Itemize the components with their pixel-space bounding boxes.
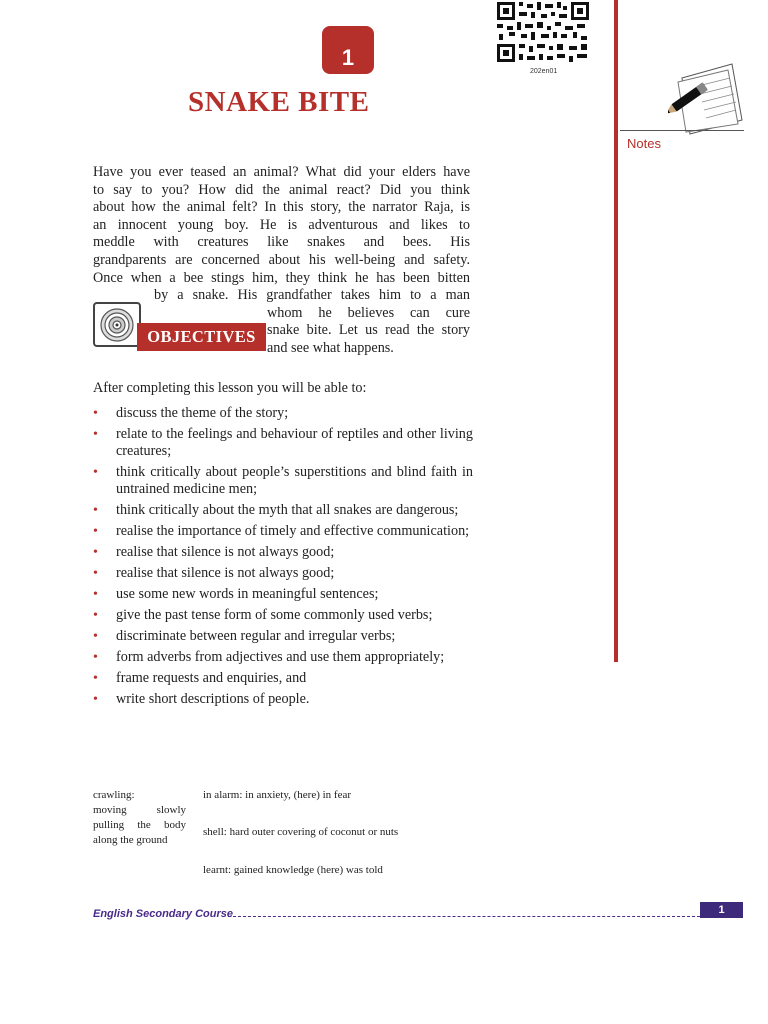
intro-line: grandparents are concerned about his well-being and safety.	[93, 251, 470, 268]
glossary-alarm: in alarm: in anxiety, (here) in fear	[203, 789, 352, 801]
page-number: 1	[700, 902, 743, 918]
list-item: • use some new words in meaningful sentences;	[93, 586, 379, 602]
list-item: • form adverbs from adjectives and use them appropriately;	[93, 649, 445, 665]
glossary-line: crawling:	[93, 789, 135, 801]
glossary-shell: shell: hard outer covering of coconut or nuts	[203, 826, 399, 838]
objectives-list	[93, 405, 473, 712]
glossary-line: moving slowly	[93, 804, 186, 816]
intro-line: to say to you? How did the animal react? Did you think	[93, 181, 470, 198]
list-item: • discriminate between regular and irregular verbs;	[93, 628, 396, 644]
list-item: • write short descriptions of people.	[93, 691, 310, 707]
objectives-lead: After completing this lesson you will be able to:	[93, 380, 367, 396]
chapter-title: SNAKE BITE	[188, 86, 370, 118]
list-item: • frame requests and enquiries, and	[93, 670, 307, 686]
footer-dashed-rule	[228, 916, 700, 917]
intro-line: an innocent young boy. He is adventurous and likes to	[93, 216, 470, 233]
chapter-number-badge: 1	[322, 26, 374, 74]
qr-caption: 202en01	[530, 68, 558, 75]
qr-code-icon[interactable]	[495, 0, 591, 64]
notes-rule	[620, 130, 744, 131]
notes-label: Notes	[627, 136, 661, 151]
intro-line: whom he believes can cure	[267, 304, 470, 321]
list-item: • think critically about the myth that all snakes are dangerous;	[93, 502, 459, 518]
list-item: • realise that silence is not always good;	[93, 544, 335, 560]
list-item: • give the past tense form of some commonly used verbs;	[93, 607, 433, 623]
notes-pencil-icon	[668, 62, 744, 136]
intro-line: snake bite. Let us read the story	[267, 322, 470, 339]
target-icon	[93, 302, 141, 347]
intro-line: meddle with creatures like snakes and bees. His	[93, 234, 470, 251]
intro-line: Once when a bee stings him, they think he has been bitten	[93, 269, 470, 286]
footer-course-title: English Secondary Course	[93, 908, 233, 920]
objectives-heading: OBJECTIVES	[137, 323, 266, 351]
glossary-learnt: learnt: gained knowledge (here) was told	[203, 864, 383, 876]
list-item: • think critically about people’s superstitions and blind faith in untrained medicine men;	[93, 464, 473, 497]
list-item: • realise that silence is not always good;	[93, 565, 335, 581]
intro-line: about how the animal felt? In this story, the narrator Raja, is	[93, 199, 470, 216]
intro-line: by a snake. His grandfather takes him to a man	[154, 287, 470, 304]
margin-rule	[614, 0, 618, 662]
glossary-line: pulling the body	[93, 819, 186, 831]
glossary-crawling	[93, 788, 186, 848]
list-item: • discuss the theme of the story;	[93, 405, 289, 421]
list-item: • relate to the feelings and behaviour of reptiles and other living creatures;	[93, 426, 473, 459]
glossary-line: along the ground	[93, 834, 168, 846]
intro-line: and see what happens.	[267, 339, 394, 356]
list-item: • realise the importance of timely and effective communication;	[93, 523, 470, 539]
intro-line: Have you ever teased an animal? What did your elders have	[93, 164, 470, 180]
